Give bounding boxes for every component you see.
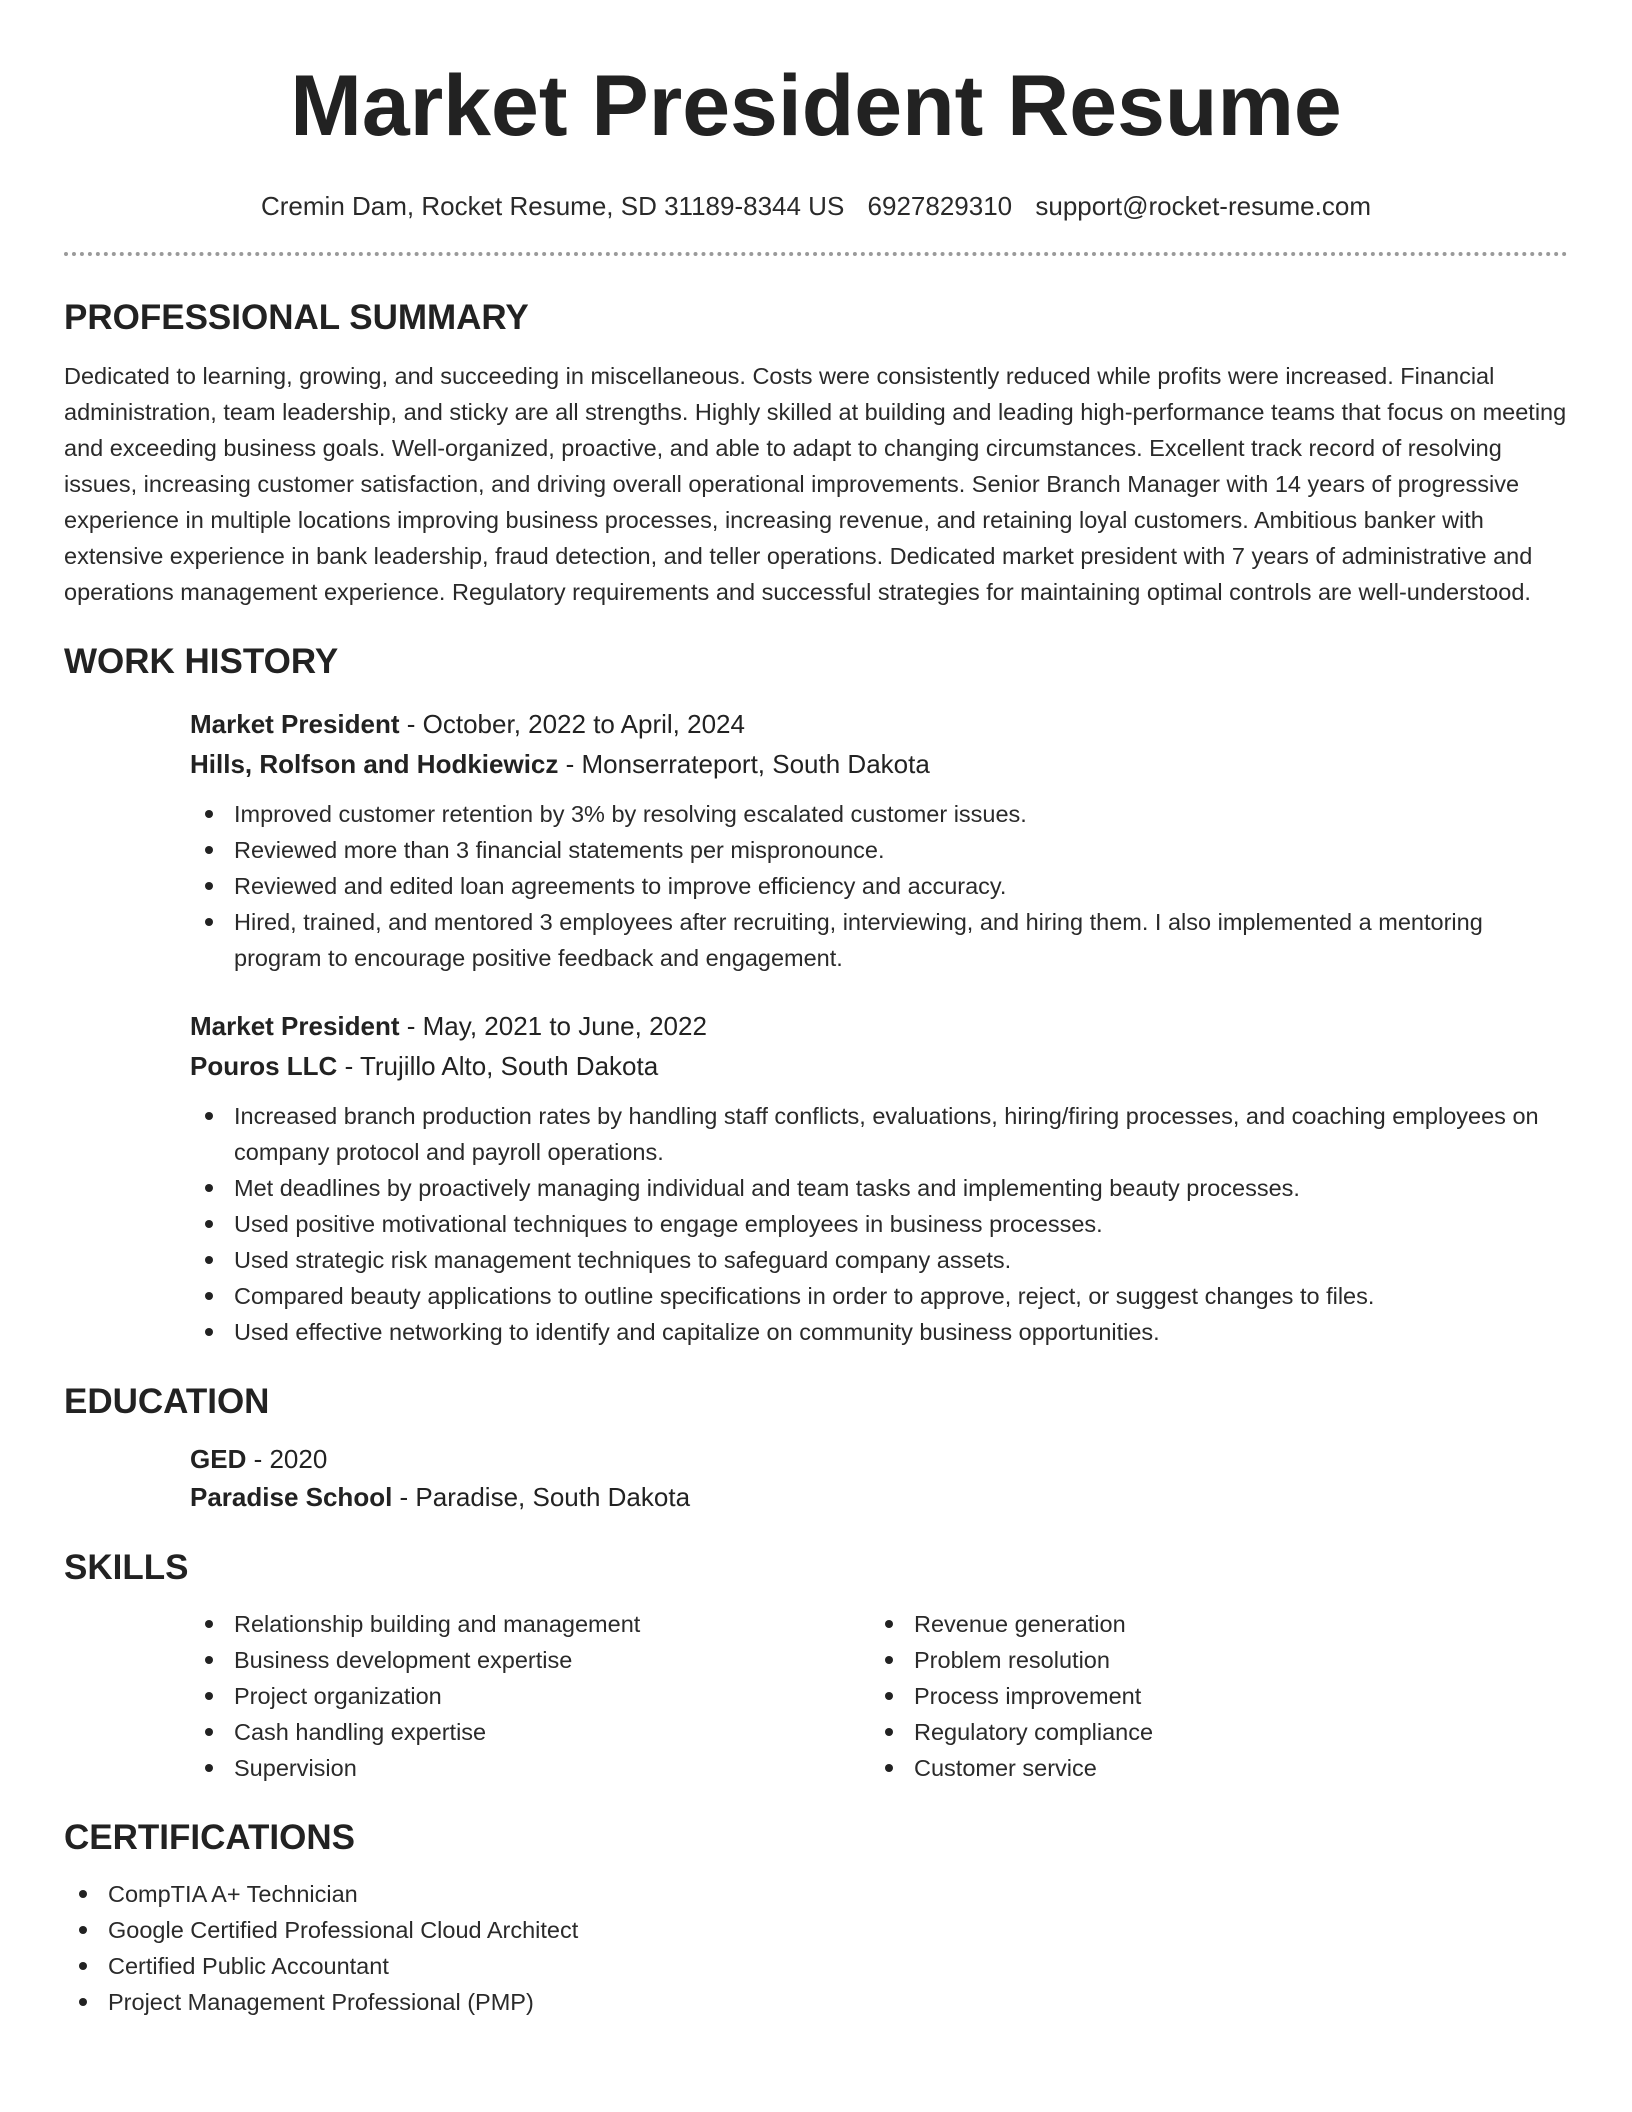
list-item: Supervision xyxy=(190,1750,870,1786)
job-company-line xyxy=(190,744,1568,784)
job-company-line xyxy=(190,1046,1568,1086)
resume-title: Market President Resume xyxy=(290,58,1342,154)
list-item: Certified Public Accountant xyxy=(64,1948,1568,1984)
list-item: Revenue generation xyxy=(870,1606,1550,1642)
list-item: Process improvement xyxy=(870,1678,1550,1714)
education-entry xyxy=(190,1440,1568,1516)
list-item: Customer service xyxy=(870,1750,1550,1786)
job-title-line xyxy=(190,1006,1568,1046)
list-item: Regulatory compliance xyxy=(870,1714,1550,1750)
education-school-line xyxy=(190,1478,1568,1516)
list-item: Increased branch production rates by handling staff conflicts, evaluations, hiring/firing processes, and coaching employees on company protocol and payroll operations. xyxy=(190,1098,1568,1170)
education-degree: GED xyxy=(190,1444,247,1474)
job-entry xyxy=(190,704,1568,976)
education-location: - Paradise, South Dakota xyxy=(392,1482,691,1512)
job-dates: - May, 2021 to June, 2022 xyxy=(399,1011,707,1041)
list-item: Improved customer retention by 3% by resolving escalated customer issues. xyxy=(190,796,1568,832)
education-heading: EDUCATION xyxy=(64,1382,270,1421)
job-bullets xyxy=(190,796,1568,976)
work-history-heading: WORK HISTORY xyxy=(64,642,339,681)
job-title: Market President xyxy=(190,709,400,739)
list-item: Compared beauty applications to outline specifications in order to approve, reject, or suggest changes to files. xyxy=(190,1278,1568,1314)
list-item: Hired, trained, and mentored 3 employees after recruiting, interviewing, and hiring them. I also implemented a mentoring program to encourage positive feedback and engagement. xyxy=(190,904,1568,976)
summary-heading: PROFESSIONAL SUMMARY xyxy=(64,298,529,337)
list-item: Met deadlines by proactively managing individual and team tasks and implementing beauty processes. xyxy=(190,1170,1568,1206)
job-title-line xyxy=(190,704,1568,744)
header-divider xyxy=(64,252,1568,256)
contact-email: support@rocket-resume.com xyxy=(1035,191,1371,221)
resume-page xyxy=(64,0,1568,2020)
job-company: Pouros LLC xyxy=(190,1051,338,1081)
job-company: Hills, Rolfson and Hodkiewicz xyxy=(190,749,559,779)
list-item: Cash handling expertise xyxy=(190,1714,870,1750)
skills-columns xyxy=(190,1606,1568,1786)
contact-phone: 6927829310 xyxy=(867,191,1013,221)
job-bullets xyxy=(190,1098,1568,1350)
list-item: Used positive motivational techniques to engage employees in business processes. xyxy=(190,1206,1568,1242)
list-item: Google Certified Professional Cloud Architect xyxy=(64,1912,1568,1948)
list-item: Reviewed and edited loan agreements to improve efficiency and accuracy. xyxy=(190,868,1568,904)
list-item: Problem resolution xyxy=(870,1642,1550,1678)
list-item: Project organization xyxy=(190,1678,870,1714)
contact-line xyxy=(64,188,1568,224)
list-item: Used strategic risk management techniques to safeguard company assets. xyxy=(190,1242,1568,1278)
job-location: - Monserrateport, South Dakota xyxy=(558,749,930,779)
certifications-heading: CERTIFICATIONS xyxy=(64,1818,356,1857)
skills-list-left xyxy=(190,1606,870,1786)
certifications-list xyxy=(64,1876,1568,2020)
job-title: Market President xyxy=(190,1011,400,1041)
job-dates: - October, 2022 to April, 2024 xyxy=(399,709,745,739)
job-entry xyxy=(190,1006,1568,1350)
list-item: Used effective networking to identify and capitalize on community business opportunities. xyxy=(190,1314,1568,1350)
job-location: - Trujillo Alto, South Dakota xyxy=(337,1051,659,1081)
education-degree-line xyxy=(190,1440,1568,1478)
skills-heading: SKILLS xyxy=(64,1548,189,1587)
contact-address: Cremin Dam, Rocket Resume, SD 31189-8344 US xyxy=(260,191,845,221)
list-item: Project Management Professional (PMP) xyxy=(64,1984,1568,2020)
list-item: Relationship building and management xyxy=(190,1606,870,1642)
summary-text: Dedicated to learning, growing, and succeeding in miscellaneous. Costs were consistently reduced while profits were increased. Financial administration, team leadership, and sticky are all strengths. Highly skilled at building and leading high-performance teams that focus on meeting and exceeding business goals. Well-organized, proactive, and able to adapt to changing circumstances. Excellent track record of resolving issues, increasing customer satisfaction, and driving overall operational improvements. Senior Branch Manager with 14 years of progressive experience in multiple locations improving business processes, increasing revenue, and retaining loyal customers. Ambitious banker with extensive experience in bank leadership, fraud detection, and teller operations. Dedicated market president with 7 years of administrative and operations management experience. Regulatory requirements and successful strategies for maintaining optimal controls are well-understood. xyxy=(64,363,1567,605)
education-year: - 2020 xyxy=(246,1444,328,1474)
list-item: CompTIA A+ Technician xyxy=(64,1876,1568,1912)
education-school: Paradise School xyxy=(190,1482,393,1512)
list-item: Business development expertise xyxy=(190,1642,870,1678)
list-item: Reviewed more than 3 financial statements per mispronounce. xyxy=(190,832,1568,868)
skills-list-right xyxy=(870,1606,1550,1786)
